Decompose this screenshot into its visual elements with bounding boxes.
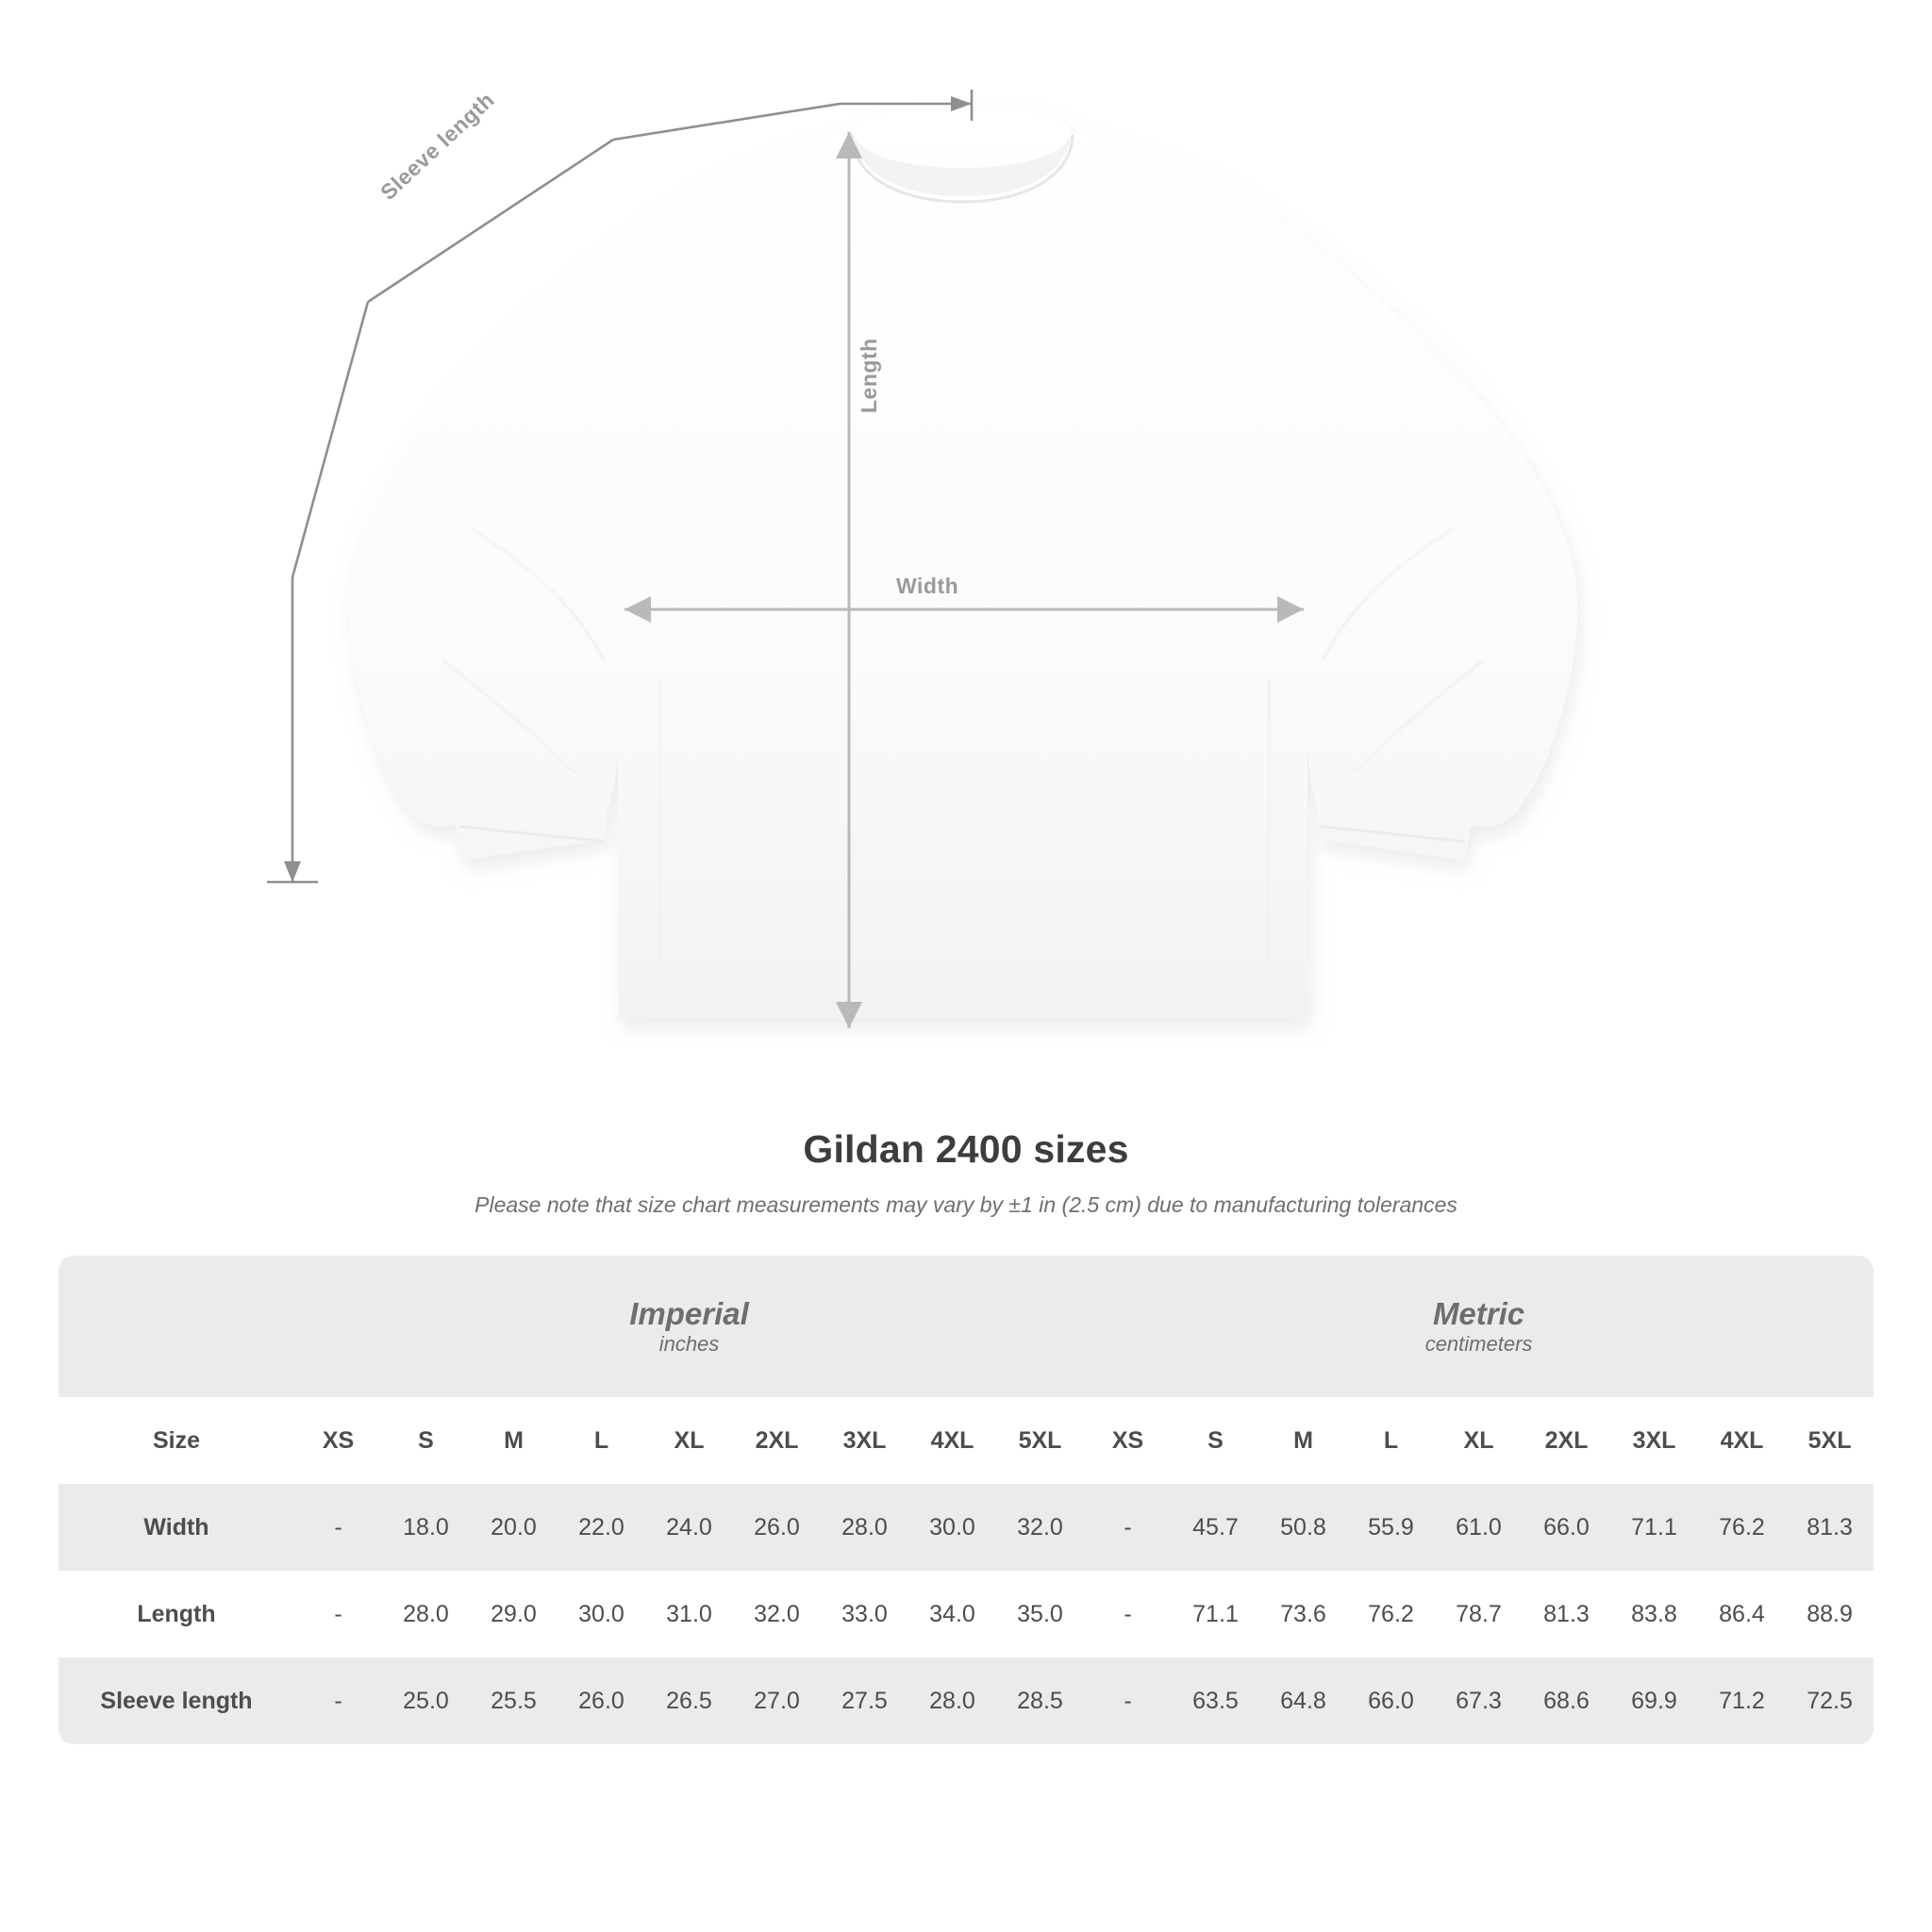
size-header-cell: XS	[294, 1397, 382, 1484]
size-header-cell: 4XL	[1698, 1397, 1786, 1484]
cell: 18.0	[382, 1484, 470, 1571]
cell: -	[1084, 1484, 1172, 1571]
table-row	[58, 1657, 1874, 1744]
cell: 83.8	[1610, 1571, 1698, 1657]
size-header-cell: XL	[1435, 1397, 1523, 1484]
size-header-row	[58, 1397, 1874, 1484]
cell: 45.7	[1172, 1484, 1259, 1571]
cell: 81.3	[1523, 1571, 1610, 1657]
cell: 67.3	[1435, 1657, 1523, 1744]
cell: 20.0	[470, 1484, 558, 1571]
size-header-cell: M	[470, 1397, 558, 1484]
cell: -	[1084, 1657, 1172, 1744]
cell: 78.7	[1435, 1571, 1523, 1657]
unit-group-imperial-sub: inches	[658, 1331, 720, 1356]
size-header-cell: 5XL	[996, 1397, 1084, 1484]
unit-group-imperial-name: Imperial	[629, 1296, 749, 1332]
cell: 28.0	[908, 1657, 996, 1744]
cell: 27.0	[733, 1657, 821, 1744]
cell: 73.6	[1259, 1571, 1347, 1657]
unit-header-row	[58, 1256, 1874, 1397]
size-header-label: Size	[58, 1397, 294, 1484]
size-header-cell: 3XL	[1610, 1397, 1698, 1484]
cell: -	[294, 1484, 382, 1571]
cell: 31.0	[645, 1571, 733, 1657]
cell: 30.0	[558, 1571, 645, 1657]
cell: -	[294, 1657, 382, 1744]
page-title: Gildan 2400 sizes	[803, 1127, 1129, 1171]
sleeve-length-label: Sleeve length	[375, 87, 499, 206]
cell: 32.0	[733, 1571, 821, 1657]
size-header-cell: 4XL	[908, 1397, 996, 1484]
cell: 88.9	[1786, 1571, 1874, 1657]
cell: 68.6	[1523, 1657, 1610, 1744]
cell: 66.0	[1523, 1484, 1610, 1571]
cell: 76.2	[1698, 1484, 1786, 1571]
size-header-cell: L	[1347, 1397, 1435, 1484]
size-header-cell: L	[558, 1397, 645, 1484]
cell: 63.5	[1172, 1657, 1259, 1744]
size-header-cell: 5XL	[1786, 1397, 1874, 1484]
size-header-cell: XS	[1084, 1397, 1172, 1484]
size-table	[58, 1256, 1874, 1744]
width-label: Width	[896, 574, 959, 598]
cell: 34.0	[908, 1571, 996, 1657]
cell: 81.3	[1786, 1484, 1874, 1571]
unit-group-metric	[1084, 1256, 1874, 1397]
size-header-cell: M	[1259, 1397, 1347, 1484]
cell: 35.0	[996, 1571, 1084, 1657]
cell: 26.0	[733, 1484, 821, 1571]
cell: 28.5	[996, 1657, 1084, 1744]
size-header-cell: 3XL	[821, 1397, 908, 1484]
cell: 71.2	[1698, 1657, 1786, 1744]
unit-group-imperial	[294, 1256, 1084, 1397]
unit-group-metric-name: Metric	[1432, 1296, 1525, 1332]
cell: 72.5	[1786, 1657, 1874, 1744]
cell: 24.0	[645, 1484, 733, 1571]
cell: 25.5	[470, 1657, 558, 1744]
cell: 22.0	[558, 1484, 645, 1571]
table-row	[58, 1571, 1874, 1657]
unit-group-metric-sub: centimeters	[1424, 1331, 1533, 1356]
cell: 69.9	[1610, 1657, 1698, 1744]
cell: 33.0	[821, 1571, 908, 1657]
title-block	[0, 1127, 1932, 1218]
tolerance-note: Please note that size chart measurements may vary by ±1 in (2.5 cm) due to manufacturing tolerances	[475, 1192, 1457, 1217]
size-table-wrapper	[58, 1256, 1874, 1744]
row-label-width: Width	[58, 1484, 294, 1571]
cell: 30.0	[908, 1484, 996, 1571]
table-row	[58, 1484, 1874, 1571]
size-header-cell: 2XL	[1523, 1397, 1610, 1484]
cell: 50.8	[1259, 1484, 1347, 1571]
cell: 32.0	[996, 1484, 1084, 1571]
cell: 76.2	[1347, 1571, 1435, 1657]
size-header-cell: S	[1172, 1397, 1259, 1484]
cell: 28.0	[382, 1571, 470, 1657]
row-label-sleeve-length: Sleeve length	[58, 1657, 294, 1744]
cell: 25.0	[382, 1657, 470, 1744]
size-header-cell: XL	[645, 1397, 733, 1484]
cell: 64.8	[1259, 1657, 1347, 1744]
cell: 29.0	[470, 1571, 558, 1657]
cell: -	[1084, 1571, 1172, 1657]
cell: 28.0	[821, 1484, 908, 1571]
size-header-cell: S	[382, 1397, 470, 1484]
cell: -	[294, 1571, 382, 1657]
length-label: Length	[857, 338, 881, 413]
cell: 55.9	[1347, 1484, 1435, 1571]
cell: 26.0	[558, 1657, 645, 1744]
cell: 86.4	[1698, 1571, 1786, 1657]
cell: 61.0	[1435, 1484, 1523, 1571]
row-label-length: Length	[58, 1571, 294, 1657]
cell: 66.0	[1347, 1657, 1435, 1744]
cell: 26.5	[645, 1657, 733, 1744]
unit-corner-cell	[58, 1256, 294, 1397]
cell: 71.1	[1172, 1571, 1259, 1657]
size-header-cell: 2XL	[733, 1397, 821, 1484]
cell: 27.5	[821, 1657, 908, 1744]
cell: 71.1	[1610, 1484, 1698, 1571]
